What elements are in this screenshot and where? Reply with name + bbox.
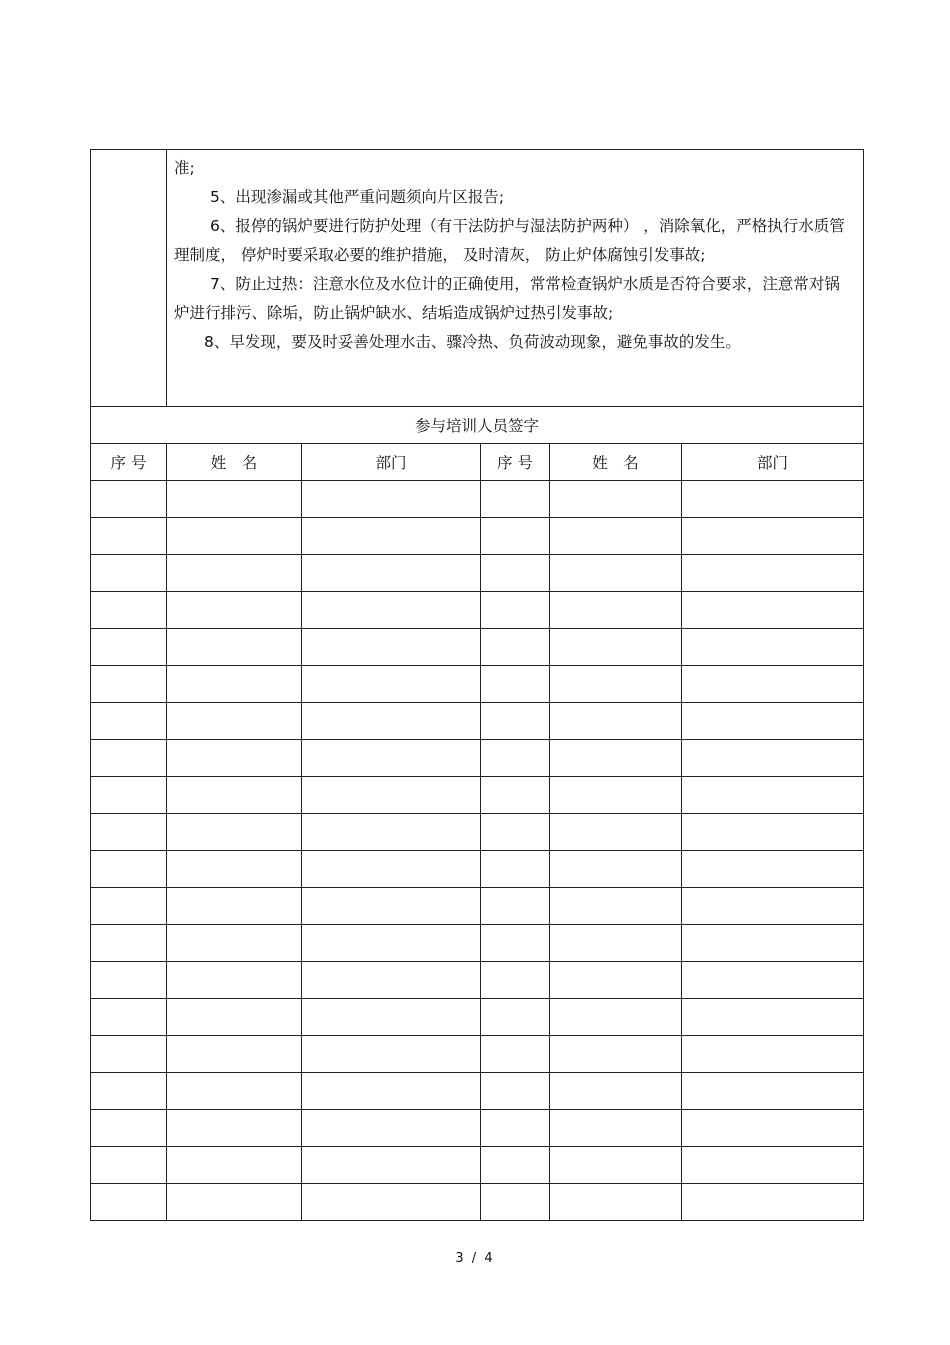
header-cell: 姓 名: [550, 444, 682, 481]
signature-cell[interactable]: [550, 1036, 682, 1073]
signature-cell[interactable]: [167, 1036, 302, 1073]
signature-cell[interactable]: [167, 1073, 302, 1110]
signature-row: [91, 555, 864, 592]
signature-cell[interactable]: [91, 592, 167, 629]
signature-cell[interactable]: [682, 1073, 864, 1110]
signature-cell[interactable]: [167, 999, 302, 1036]
signature-row: [91, 999, 864, 1036]
signature-cell[interactable]: [167, 740, 302, 777]
signature-cell[interactable]: [302, 1073, 481, 1110]
signature-row: [91, 777, 864, 814]
instruction-line: 8、早发现，要及时妥善处理水击、骤冷热、负荷波动现象，避免事故的发生。: [204, 333, 741, 351]
signature-cell[interactable]: [550, 999, 682, 1036]
signature-cell[interactable]: [481, 1184, 550, 1221]
signature-cell[interactable]: [481, 1036, 550, 1073]
signature-cell[interactable]: [302, 629, 481, 666]
signature-cell[interactable]: [167, 703, 302, 740]
instruction-line: 5、出现渗漏或其他严重问题须向片区报告;: [210, 188, 505, 206]
signature-cell[interactable]: [550, 703, 682, 740]
instructions-label-cell: [91, 150, 167, 407]
signature-cell[interactable]: [550, 851, 682, 888]
signature-cell[interactable]: [91, 814, 167, 851]
signature-cell[interactable]: [682, 814, 864, 851]
signature-cell[interactable]: [91, 555, 167, 592]
signature-cell[interactable]: [302, 925, 481, 962]
signature-cell[interactable]: [481, 1147, 550, 1184]
signature-row: [91, 962, 864, 999]
signature-row: [91, 814, 864, 851]
signature-row: [91, 925, 864, 962]
signature-cell[interactable]: [302, 1036, 481, 1073]
signature-cell[interactable]: [682, 1147, 864, 1184]
signature-cell[interactable]: [481, 555, 550, 592]
signature-cell[interactable]: [167, 555, 302, 592]
header-cell: 部门: [302, 444, 481, 481]
signature-cell[interactable]: [682, 1036, 864, 1073]
signature-cell[interactable]: [302, 888, 481, 925]
signature-cell[interactable]: [682, 888, 864, 925]
signature-cell[interactable]: [481, 851, 550, 888]
signature-row: [91, 592, 864, 629]
signature-cell[interactable]: [682, 777, 864, 814]
signature-cell[interactable]: [682, 740, 864, 777]
signature-row: [91, 740, 864, 777]
signature-row: [91, 1184, 864, 1221]
signature-cell[interactable]: [550, 1073, 682, 1110]
signature-cell[interactable]: [302, 740, 481, 777]
signature-cell[interactable]: [91, 1073, 167, 1110]
signature-cell[interactable]: [682, 999, 864, 1036]
signature-cell[interactable]: [302, 814, 481, 851]
signature-cell[interactable]: [302, 851, 481, 888]
signature-cell[interactable]: [481, 962, 550, 999]
instruction-line: 准;: [174, 159, 195, 177]
signature-title-row: [91, 407, 864, 444]
signature-cell[interactable]: [167, 592, 302, 629]
signature-cell[interactable]: [167, 629, 302, 666]
signature-cell[interactable]: [682, 851, 864, 888]
signature-cell[interactable]: [481, 888, 550, 925]
signature-cell[interactable]: [682, 666, 864, 703]
instruction-line: 6、报停的锅炉要进行防护处理（有干法防护与湿法防护两种） ，消除氧化，严格执行水质管理制度， 停炉时要采取必要的维护措施， 及时清灰， 防止炉体腐蚀引发事故;: [174, 217, 845, 264]
signature-cell[interactable]: [302, 777, 481, 814]
signature-cell[interactable]: [91, 1110, 167, 1147]
signature-cell[interactable]: [481, 777, 550, 814]
signature-cell[interactable]: [481, 814, 550, 851]
signature-row: [91, 1147, 864, 1184]
signature-cell[interactable]: [550, 814, 682, 851]
signature-cell[interactable]: [550, 481, 682, 518]
signature-row: [91, 1073, 864, 1110]
instructions-cell: [167, 150, 864, 407]
signature-cell[interactable]: [550, 592, 682, 629]
signature-title: 参与培训人员签字: [91, 407, 864, 444]
header-cell: 序 号: [481, 444, 550, 481]
signature-cell[interactable]: [302, 666, 481, 703]
signature-cell[interactable]: [167, 1110, 302, 1147]
signature-cell[interactable]: [550, 666, 682, 703]
document-page: [90, 149, 863, 1221]
instruction-line: 7、防止过热：注意水位及水位计的正确使用，常常检查锅炉水质是否符合要求，注意常对锅炉进行排污、除垢，防止锅炉缺水、结垢造成锅炉过热引发事故;: [174, 275, 840, 322]
signature-cell[interactable]: [302, 1110, 481, 1147]
signature-cell[interactable]: [682, 925, 864, 962]
signature-row: [91, 851, 864, 888]
signature-cell[interactable]: [91, 1036, 167, 1073]
header-cell: 部门: [682, 444, 864, 481]
signature-cell[interactable]: [167, 481, 302, 518]
signature-cell[interactable]: [550, 518, 682, 555]
signature-row: [91, 629, 864, 666]
signature-cell[interactable]: [550, 888, 682, 925]
signature-row: [91, 703, 864, 740]
signature-cell[interactable]: [682, 962, 864, 999]
signature-cell[interactable]: [167, 962, 302, 999]
training-record-table: [90, 149, 864, 1221]
signature-cell[interactable]: [550, 962, 682, 999]
signature-cell[interactable]: [481, 740, 550, 777]
signature-cell[interactable]: [550, 777, 682, 814]
signature-cell[interactable]: [481, 666, 550, 703]
page-number: 3 / 4: [455, 1251, 495, 1266]
signature-cell[interactable]: [682, 1184, 864, 1221]
signature-cell[interactable]: [481, 1110, 550, 1147]
signature-cell[interactable]: [302, 592, 481, 629]
header-row: [91, 444, 864, 481]
signature-cell[interactable]: [481, 481, 550, 518]
signature-cell[interactable]: [682, 629, 864, 666]
signature-cell[interactable]: [481, 518, 550, 555]
signature-cell[interactable]: [302, 1147, 481, 1184]
signature-cell[interactable]: [302, 962, 481, 999]
signature-cell[interactable]: [682, 481, 864, 518]
signature-cell[interactable]: [682, 592, 864, 629]
signature-cell[interactable]: [682, 1110, 864, 1147]
signature-cell[interactable]: [550, 1184, 682, 1221]
signature-row: [91, 666, 864, 703]
signature-cell[interactable]: [167, 851, 302, 888]
signature-cell[interactable]: [302, 481, 481, 518]
header-cell: 序 号: [91, 444, 167, 481]
signature-cell[interactable]: [481, 629, 550, 666]
signature-cell[interactable]: [550, 925, 682, 962]
signature-cell[interactable]: [302, 703, 481, 740]
signature-cell[interactable]: [550, 740, 682, 777]
signature-cell[interactable]: [91, 481, 167, 518]
signature-cell[interactable]: [167, 777, 302, 814]
signature-cell[interactable]: [682, 703, 864, 740]
signature-cell[interactable]: [167, 518, 302, 555]
signature-row: [91, 518, 864, 555]
signature-row: [91, 481, 864, 518]
signature-cell[interactable]: [91, 962, 167, 999]
signature-cell[interactable]: [91, 740, 167, 777]
signature-cell[interactable]: [91, 1147, 167, 1184]
signature-cell[interactable]: [167, 1184, 302, 1221]
signature-cell[interactable]: [167, 1147, 302, 1184]
signature-cell[interactable]: [167, 888, 302, 925]
signature-cell[interactable]: [302, 1184, 481, 1221]
signature-cell[interactable]: [91, 925, 167, 962]
signature-cell[interactable]: [550, 1110, 682, 1147]
signature-cell[interactable]: [91, 629, 167, 666]
signature-cell[interactable]: [302, 999, 481, 1036]
signature-cell[interactable]: [167, 925, 302, 962]
signature-cell[interactable]: [481, 1073, 550, 1110]
signature-row: [91, 888, 864, 925]
signature-cell[interactable]: [302, 555, 481, 592]
signature-cell[interactable]: [682, 555, 864, 592]
signature-cell[interactable]: [682, 518, 864, 555]
signature-cell[interactable]: [481, 703, 550, 740]
signature-cell[interactable]: [481, 999, 550, 1036]
header-cell: 姓 名: [167, 444, 302, 481]
signature-cell[interactable]: [91, 999, 167, 1036]
signature-cell[interactable]: [91, 888, 167, 925]
signature-cell[interactable]: [91, 777, 167, 814]
signature-cell[interactable]: [550, 1147, 682, 1184]
signature-cell[interactable]: [91, 851, 167, 888]
signature-cell[interactable]: [167, 666, 302, 703]
signature-cell[interactable]: [91, 666, 167, 703]
signature-cell[interactable]: [91, 1184, 167, 1221]
signature-cell[interactable]: [550, 555, 682, 592]
signature-cell[interactable]: [481, 592, 550, 629]
instructions-row: [91, 150, 864, 407]
signature-cell[interactable]: [167, 814, 302, 851]
signature-row: [91, 1036, 864, 1073]
signature-cell[interactable]: [91, 703, 167, 740]
signature-cell[interactable]: [550, 629, 682, 666]
signature-row: [91, 1110, 864, 1147]
signature-cell[interactable]: [481, 925, 550, 962]
signature-cell[interactable]: [91, 518, 167, 555]
signature-cell[interactable]: [302, 518, 481, 555]
